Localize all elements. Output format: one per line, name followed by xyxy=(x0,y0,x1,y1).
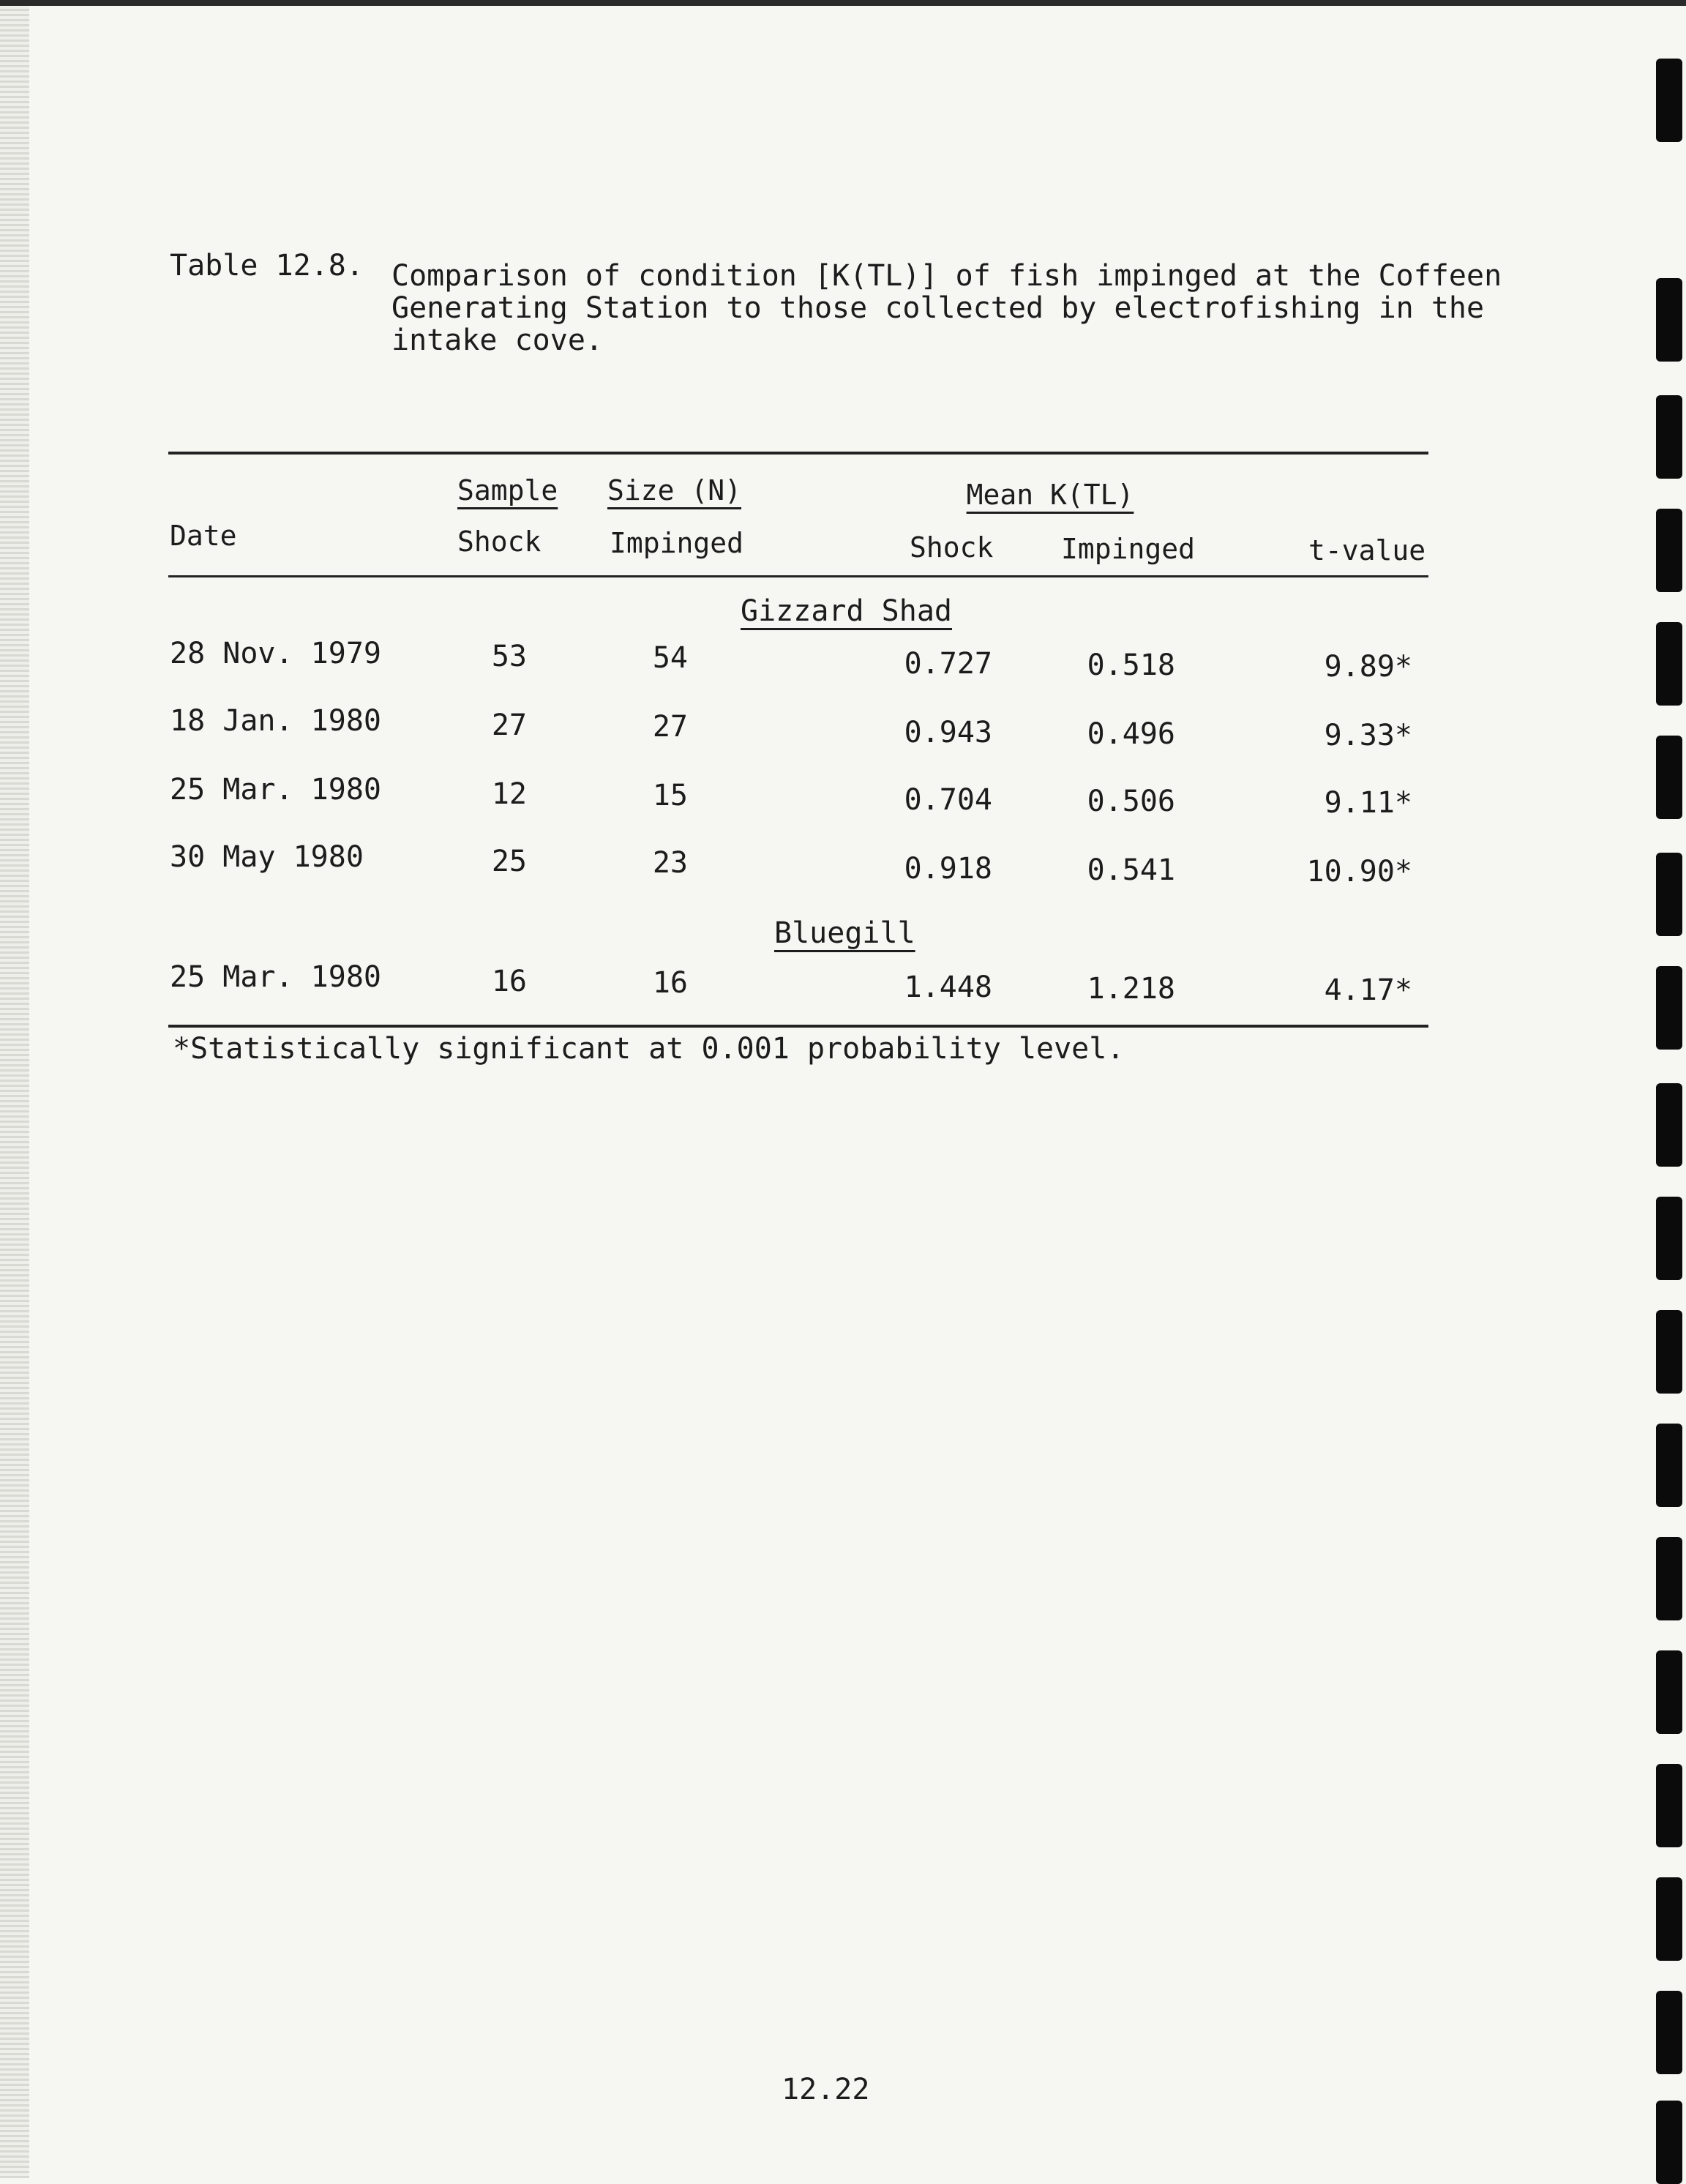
cell-date: 25 Mar. 1980 xyxy=(170,960,381,994)
page-number: 12.22 xyxy=(782,2073,870,2106)
cell-k-impinged: 0.496 xyxy=(1087,717,1175,751)
table-bottom-rule xyxy=(168,1025,1428,1028)
cell-n-shock: 27 xyxy=(491,708,527,742)
cell-k-shock: 1.448 xyxy=(904,971,992,1004)
scan-top-edge xyxy=(0,0,1686,6)
cell-k-shock: 0.943 xyxy=(904,716,992,749)
cell-n-impinged: 16 xyxy=(652,966,688,1000)
cell-k-shock: 0.704 xyxy=(904,783,992,817)
cell-t-value: 9.33* xyxy=(1324,719,1412,752)
punch-hole xyxy=(1656,1650,1682,1734)
cell-k-shock: 0.918 xyxy=(904,852,992,886)
punch-hole xyxy=(1656,278,1682,362)
punch-hole xyxy=(1656,1424,1682,1507)
table-label: Table 12.8. xyxy=(170,249,364,283)
cell-n-shock: 25 xyxy=(491,845,527,878)
punch-hole xyxy=(1656,853,1682,936)
punch-hole xyxy=(1656,2101,1682,2184)
scan-edge xyxy=(0,0,29,2178)
cell-date: 28 Nov. 1979 xyxy=(170,637,381,670)
punch-hole xyxy=(1656,395,1682,479)
punch-hole xyxy=(1656,966,1682,1050)
cell-t-value: 9.89* xyxy=(1324,650,1412,684)
caption-line-1: Comparison of condition [K(TL)] of fish impinged at the Coffeen xyxy=(391,259,1502,293)
cell-t-value: 4.17* xyxy=(1324,973,1412,1007)
cell-t-value: 9.11* xyxy=(1324,786,1412,820)
header-rule xyxy=(168,575,1428,577)
group-title: Gizzard Shad xyxy=(741,594,952,628)
punch-hole xyxy=(1656,1764,1682,1847)
footnote: *Statistically significant at 0.001 probability level. xyxy=(173,1032,1125,1066)
cell-k-impinged: 0.506 xyxy=(1087,785,1175,818)
cell-t-value: 10.90* xyxy=(1306,855,1412,889)
punch-hole xyxy=(1656,1310,1682,1394)
cell-n-impinged: 27 xyxy=(652,710,688,744)
punch-hole xyxy=(1656,1537,1682,1620)
header-sample: Sample xyxy=(457,474,558,506)
punch-hole xyxy=(1656,1083,1682,1167)
header-date: Date xyxy=(170,520,237,552)
cell-n-impinged: 23 xyxy=(652,846,688,880)
cell-n-shock: 16 xyxy=(491,965,527,998)
cell-date: 18 Jan. 1980 xyxy=(170,704,381,738)
cell-k-impinged: 0.541 xyxy=(1087,853,1175,887)
punch-hole xyxy=(1656,509,1682,592)
cell-date: 25 Mar. 1980 xyxy=(170,773,381,807)
header-mean-k: Mean K(TL) xyxy=(966,479,1134,511)
cell-n-impinged: 15 xyxy=(652,779,688,812)
cell-date: 30 May 1980 xyxy=(170,840,364,874)
header-t-value: t-value xyxy=(1308,534,1426,566)
cell-n-impinged: 54 xyxy=(652,641,688,675)
header-size-n: Size (N) xyxy=(607,474,742,506)
cell-k-impinged: 0.518 xyxy=(1087,648,1175,682)
header-shock: Shock xyxy=(457,526,542,558)
punch-hole xyxy=(1656,622,1682,706)
header-mean-shock: Shock xyxy=(910,531,994,564)
punch-hole xyxy=(1656,1991,1682,2074)
caption-line-3: intake cove. xyxy=(391,324,603,357)
caption-line-2: Generating Station to those collected by electrofishing in the xyxy=(391,291,1485,325)
punch-hole xyxy=(1656,1877,1682,1961)
punch-hole xyxy=(1656,1197,1682,1280)
group-title: Bluegill xyxy=(774,916,915,950)
punch-hole xyxy=(1656,59,1682,142)
cell-n-shock: 53 xyxy=(491,640,527,673)
cell-k-shock: 0.727 xyxy=(904,647,992,681)
table-top-rule xyxy=(168,452,1428,455)
cell-k-impinged: 1.218 xyxy=(1087,972,1175,1006)
header-impinged: Impinged xyxy=(610,527,744,559)
header-mean-impinged: Impinged xyxy=(1061,533,1196,565)
punch-hole xyxy=(1656,736,1682,819)
cell-n-shock: 12 xyxy=(491,777,527,811)
